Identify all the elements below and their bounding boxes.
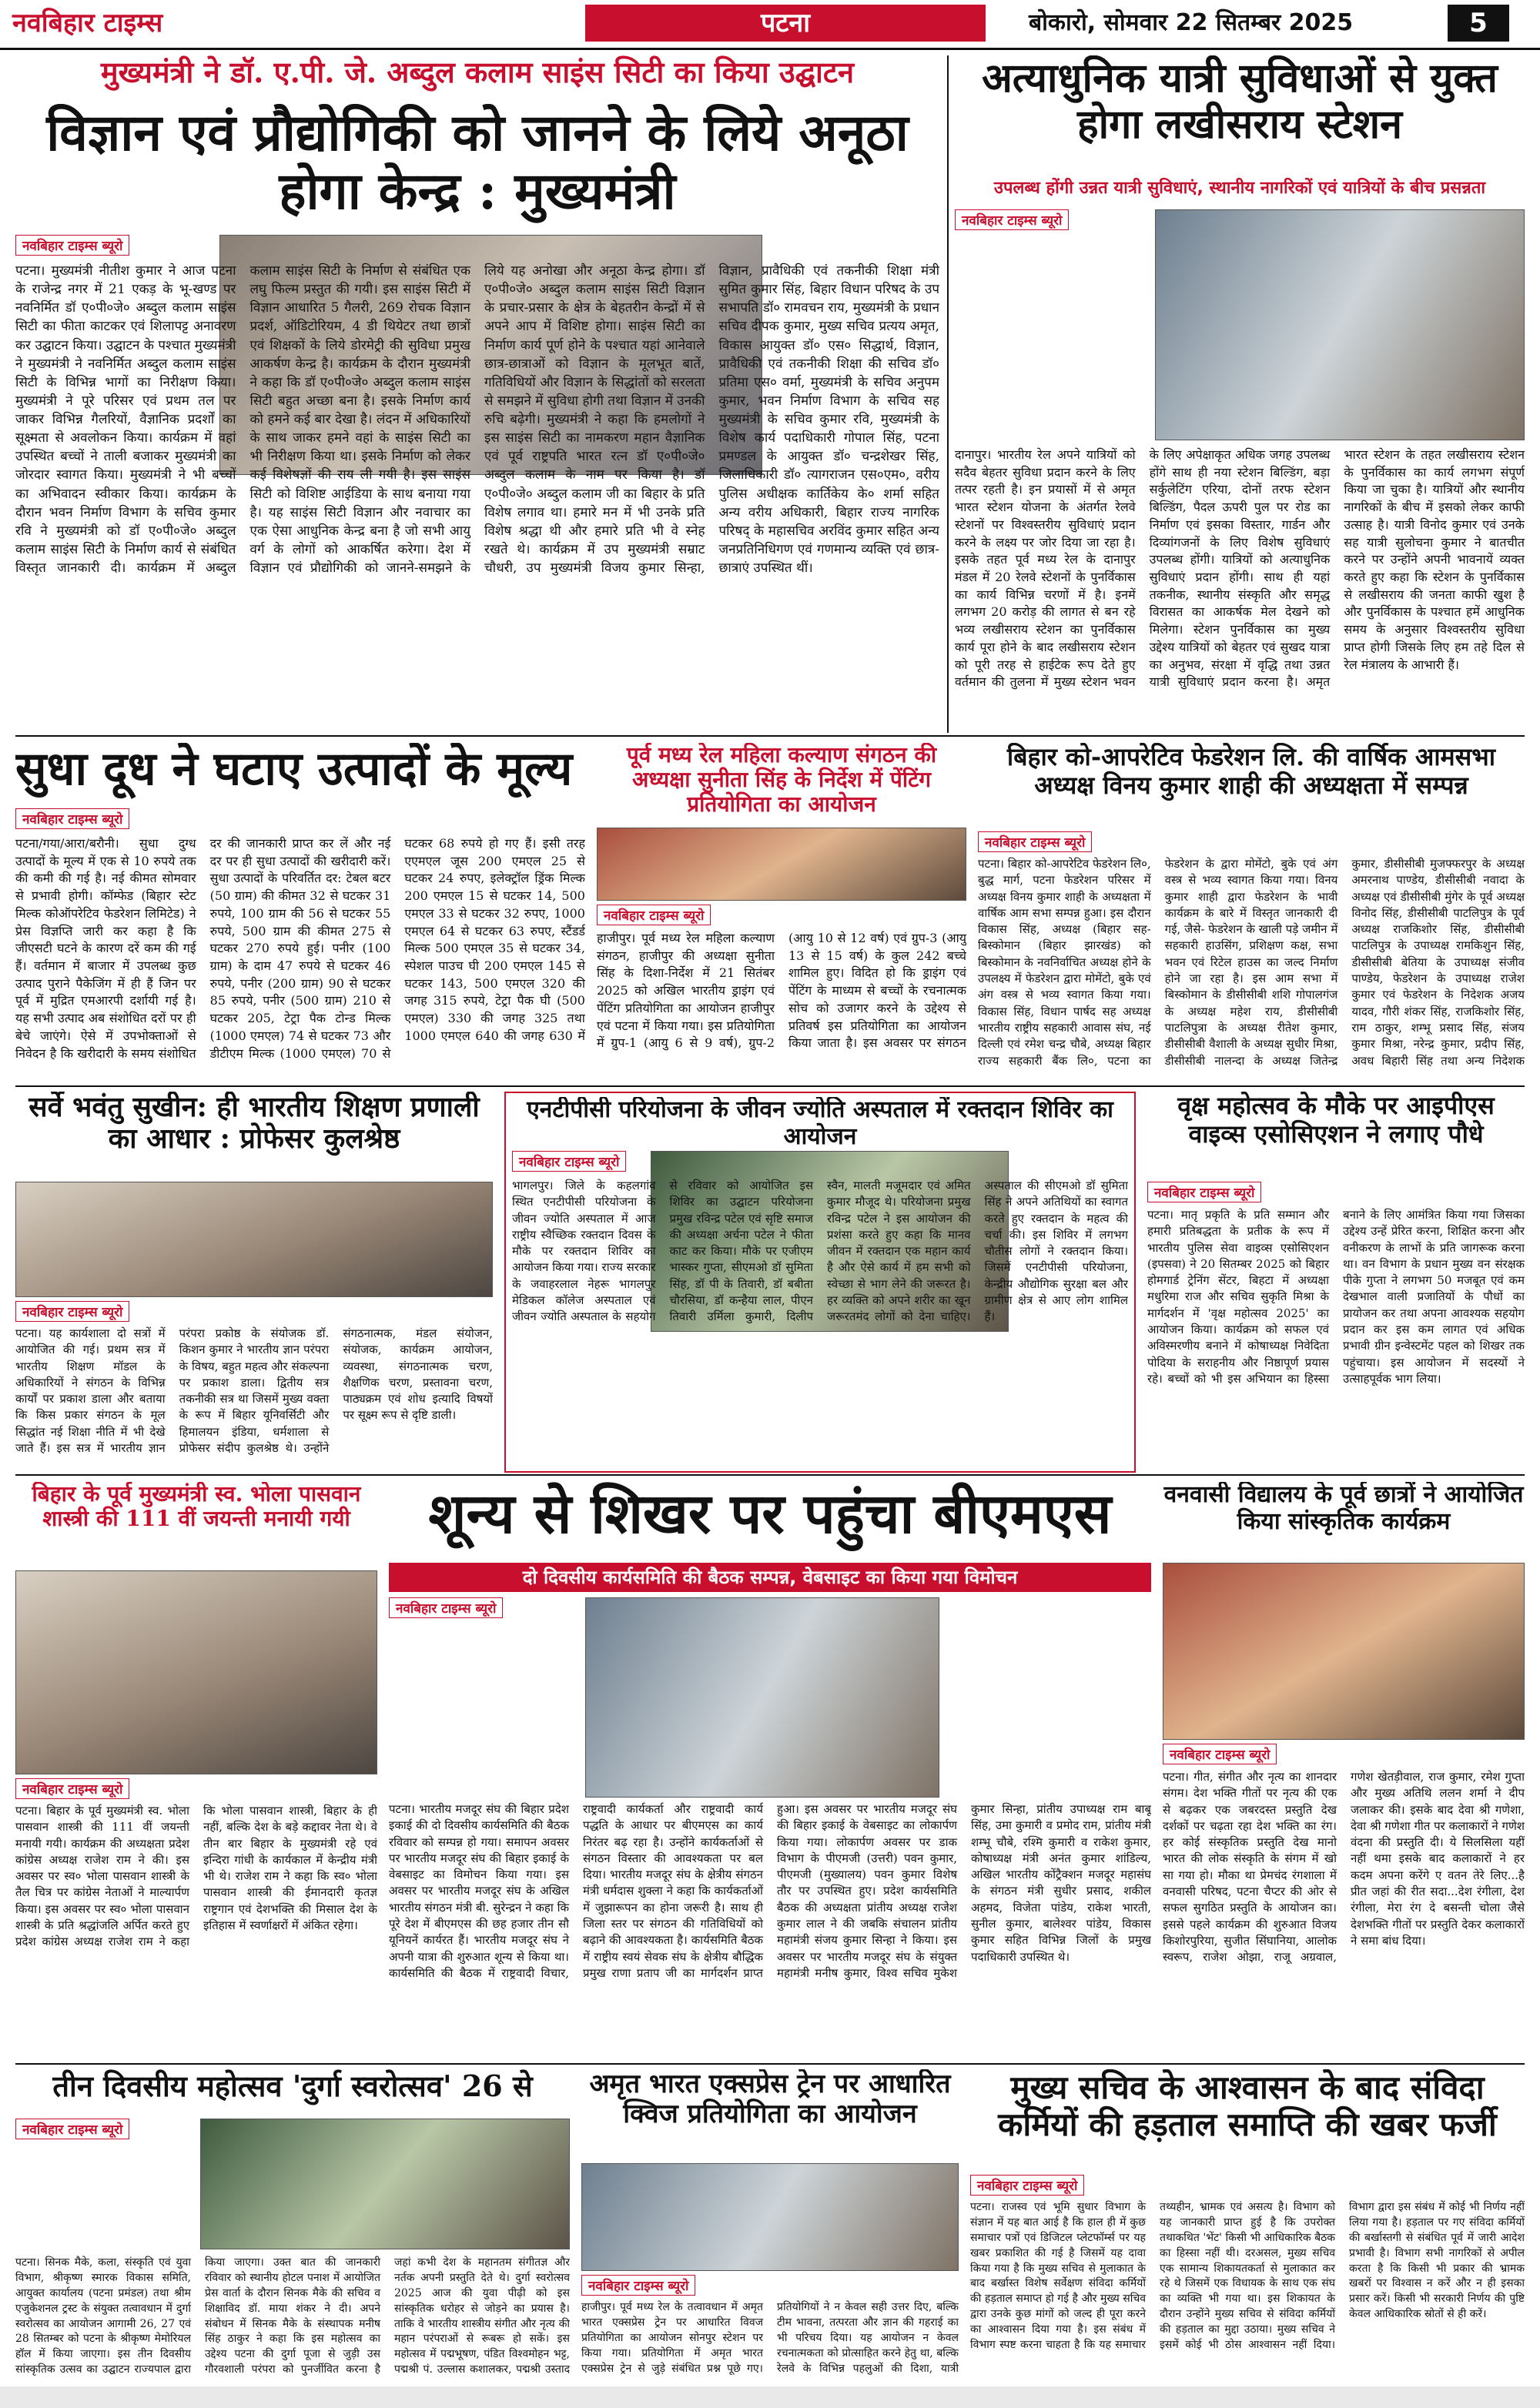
s3-headline: सुधा दूध ने घटाए उत्पादों के मूल्य [15,743,573,796]
s5-byline: नवबिहार टाइम्स ब्यूरो [978,831,1092,852]
s12-photo-press [200,2119,570,2249]
s3-body: पटना/गया/आरा/बरौनी। सुधा दुग्ध उत्पादों के मूल्य में एक से 10 रुपये तक की कमी की गई है। नई कीमत सोमवार से प्रभावी होगी। कॉम्फेड (बिहार स्टेट मिल्क कोऑपरेटिव फेडरेशन लिमिटेड) ने प्रेस विज्ञप्ति जारी कर कहा है कि जीएसटी घटने के कारण दरें कम की गई हैं। वर्तमान में बाजार में उपलब्ध कुछ उत्पाद पुराने पैकेजिंग में ही हैं जिन पर पूर्व में मुद्रित एमआरपी दर्शायी गई है। यह सभी उत्पाद अब संशोधित दरों पर ही बेचे जाएंगे। ऐसे में उपभोक्ताओं से निवेदन है कि खरीदारी के समय संशोधित दर की जानकारी प्राप्त कर लें और नई दर पर ही सुधा उत्पादों की खरीदारी करें। सुधा उत्पादों के परिवर्तित दर: टेबल बटर (50 ग्राम) की कीमत 32 से घटकर 31 रुपये, 100 ग्राम की 56 से घटकर 55 रुपये, 500 ग्राम की कीमत 275 से घटकर 270 रुपये हुई। पनीर (100 ग्राम) के दाम 47 रुपये से घटकर 46 रुपये, पनीर (200 ग्राम) 90 से घटकर 85 रुपये, पनीर (500 ग्राम) 210 से घटकर 205, टेट्रा पैक टोन्ड मिल्क (1000 एमएल) 74 से घटकर 73 और डीटीएम मिल्क (1000 एमएल) 70 से घटकर 68 रुपये हो गए हैं। इसी तरह एएमएल जूस 200 एमएल 25 से घटकर 24 रुपए, इलेक्ट्रॉल ड्रिंक मिल्क 200 एमएल 15 से घटकर 14, 500 एमएल 33 से घटकर 32 रुपए, 1000 एमएल 64 से घटकर 63 रुपए, स्टैंडर्ड मिल्क 500 एमएल 35 से घटकर 34, स्पेशल पाउच घी 200 एमएल 145 से घटकर 143, 500 एमएल 320 की जगह 315 रुपये, टेट्रा पैक घी (500 एमएल) 330 की जगह 325 तथा 1000 एमएल 640 की जगह 630 में [15,836,585,1061]
s14-body: पटना। राजस्व एवं भूमि सुधार विभाग के संज्ञान में यह बात आई है कि हाल ही में कुछ समाचार पत्रों एवं डिजिटल प्लेटफॉर्म्स पर यह खबर प्रकाशित की गई है जिसमें यह दावा किया गया है कि मुख्य सचिव से मुलाकात के बाद बर्खास्त विशेष सर्वेक्षण संविदा कर्मियों की हड़ताल समाप्त हो गई है और मुख्य सचिव द्वारा उनके कुछ मांगों को जल्द ही पूरा करने का आश्वासन दिया गया है। इस संबंध में विभाग स्पष्ट करना चाहता है कि यह समाचार तथ्यहीन, भ्रामक एवं असत्य है। विभाग को यह जानकारी प्राप्त हुई है कि उपरोक्त तथाकथित 'भेंट' किसी भी आधिकारिक बैठक का हिस्सा नहीं थी। दरअसल, मुख्य सचिव एक सामान्य शिकायतकर्ता से मुलाकात कर रहे थे जिसमें एक विधायक के साथ एक संघ का व्यक्ति भी गया था। इस शिकायत के दौरान उन्होंने मुख्य सचिव से संविदा कर्मियों की हड़ताल का मुद्दा उठाया। मुख्य सचिव ने इसमें कोई भी ठोस आश्वासन नहीं दिया। विभाग द्वारा इस संबंध में कोई भी निर्णय नहीं लिया गया है। हड़ताल पर गए संविदा कर्मियों की बर्खास्तगी से संबंधित पूर्व में जारी आदेश प्रभावी है। विभाग सभी नागरिकों से अपील करता है कि किसी भी प्रकार की भ्रामक खबरों पर विश्वास न करें और न ही इसका प्रसार करें। किसी भी सरकारी निर्णय की पुष्टि केवल आधिकारिक स्रोतों से ही करें। [970,2201,1525,2351]
s9-byline-wrap [15,1778,208,1803]
edition-label: पटना [585,5,986,42]
s8-byline: नवबिहार टाइम्स ब्यूरो [1147,1182,1261,1202]
s7-headline: एनटीपीसी परियोजना के जीवन ज्योति अस्पताल में रक्तदान शिविर का आयोजन [527,1097,1113,1147]
hrule-2 [15,1085,1525,1087]
s12-byline-wrap [15,2119,192,2143]
dateline: बोकारो, सोमवार 22 सितम्बर 2025 [1029,9,1354,36]
s8-body: पटना। मातृ प्रकृति के प्रति सम्मान और हमारी प्रतिबद्धता के प्रतीक के रूप में भारतीय पुलिस सेवा वाइव्स एसोसिएशन (इपसवा) ने 20 सितम्बर 2025 को बिहार होमगार्ड ट्रेनिंग सेंटर, बिहटा में अध्यक्षा मधुरिमा राज और सचिव सुकृति मिश्रा के मार्गदर्शन में 'वृक्ष महोत्सव 2025' का आयोजन किया। कार्यक्रम को सफल एवं अविस्मरणीय बनाने में कोषाध्यक्ष निवेदिता पोदिया के सराहनीय और निष्ठापूर्ण प्रयास रहे। बच्चों को भी इस अभियान का हिस्सा बनाने के लिए आमंत्रित किया गया जिसका उद्देश्य उन्हें प्रेरित करना, शिक्षित करना और वनीकरण के लाभों के प्रति जागरूक करना था। वन विभाग के प्रधान मुख्य वन संरक्षक पीके गुप्ता ने लगभग 50 मजबूत एवं कम देखभाल वाली प्रजातियों के पौधों का प्रायोजन कर तथा अपना आवश्यक सहयोग प्रदान कर इस कम लागत एवं अधिक प्रभावी ग्रीन इन्वेस्टमेंट पहल को शिखर तक पहुंचाया। इस आयोजन में सदस्यों ने उत्साहपूर्वक भाग लिया। [1147,1208,1525,1386]
s3-byline-wrap [15,808,208,833]
s10-subhead: दो दिवसीय कार्यसमिति की बैठक सम्पन्न, वेबसाइट का किया गया विमोचन [389,1563,1151,1592]
s6-photo-workshop [15,1182,493,1297]
s2-subhead: उपलब्ध होंगी उन्नत यात्री सुविधाएं, स्थानीय नागरिकों एवं यात्रियों के बीच प्रसन्नता [993,179,1486,198]
s6-byline: नवबिहार टाइम्स ब्यूरो [15,1301,129,1322]
s7-byline: नवबिहार टाइम्स ब्यूरो [512,1151,626,1172]
s6-body: पटना। यह कार्यशाला दो सत्रों में आयोजित की गई। प्रथम सत्र में भारतीय शिक्षण मॉडल के अधिकारियों ने संगठन के विभिन्न कार्यों पर प्रकाश डाला और बताया कि किस प्रकार संगठन के मूल सिद्धांत नई शिक्षा नीति में भी देखे जाते हैं। इस सत्र में भारतीय ज्ञान परंपरा प्रकोष्ठ के संयोजक डॉ. किशन कुमार ने भारतीय ज्ञान परंपरा के विषय, बहुत महत्व और संकल्पना पर प्रकाश डाला। द्वितीय सत्र तकनीकी सत्र था जिसमें मुख्य वक्ता के रूप में बिहार यूनिवर्सिटी और हिमालयन इंडिया, धर्मशाला से प्रोफेसर संदीप कुलश्रेष्ठ थे। उन्होंने संगठनात्मक, मंडल संयोजन, संयोजक, कार्यक्रम आयोजन, व्यवस्था, संगठनात्मक चरण, शैक्षणिक चरण, प्रस्तावना चरण, पाठ्यक्रम एवं शोध इत्यादि विषयों पर सूक्ष्म रूप से दृष्टि डाली। [15,1326,493,1456]
hrule-3 [15,1474,1525,1476]
s10-body: पटना। भारतीय मजदूर संघ की बिहार प्रदेश इकाई की दो दिवसीय कार्यसमिति की बैठक रविवार को सम्पन्न हो गया। समापन अवसर पर भारतीय मजदूर संघ की बिहार इकाई के वेबसाइट का विमोचन किया गया। इस अवसर पर भारतीय मजदूर संघ के अखिल भारतीय संगठन मंत्री बी. सुरेन्द्रन ने कहा कि पूरे देश में बीएमएस की छह हजार तीन सौ यूनियनें कार्यरत हैं। भारतीय मजदूर संघ ने अपनी यात्रा की शुरुआत शून्य से किया था। कार्यसमिति की बैठक में राष्ट्रवादी विचार, राष्ट्रवादी कार्यकर्ता और राष्ट्रवादी कार्य पद्धति के आधार पर बीएमएस का कार्य निरंतर बढ़ रहा है। उन्होंने कार्यकर्ताओं से संगठन विस्तार की आवश्यकता पर बल दिया। भारतीय मजदूर संघ के क्षेत्रीय संगठन मंत्री धर्मदास शुक्ला ने कहा कि कार्यकर्ताओं में जुझारूपन का होना जरूरी है। साथ ही जिला स्तर पर संगठन की गतिविधियों को बढ़ाने की आवश्यकता है। कार्यसमिति बैठक में राष्ट्रीय स्वयं सेवक संघ के क्षेत्रीय बौद्धिक प्रमुख राणा प्रताप जी का मार्गदर्शन प्राप्त हुआ। इस अवसर पर भारतीय मजदूर संघ की बिहार इकाई के वेबसाइट का लोकार्पण किया गया। लोकार्पण अवसर पर डाक विभाग के पीएमजी (उत्तरी) पवन कुमार, पीएमजी (मुख्यालय) पवन कुमार विशेष तौर पर उपस्थित हुए। प्रदेश कार्यसमिति बैठक की अध्यक्षता प्रांतीय अध्यक्ष राजेश कुमार लाल ने की जबकि संचालन प्रांतीय महामंत्री संजय कुमार सिन्हा ने किया। इस अवसर पर भारतीय मजदूर संघ के संयुक्त महामंत्री मनीष कुमार, विश्व सचिव मुकेश कुमार सिन्हा, प्रांतीय उपाध्यक्ष राम बाबू सिंह, उमा कुमारी व प्रमोद राम, प्रांतीय मंत्री शम्भू चौबे, रश्मि कुमारी व राकेश कुमार, कोषाध्यक्ष मंत्री अनंत कुमार शांडिल्य, अखिल भारतीय कोंट्रैक्शन मजदूर महासंघ के संगठन मंत्री सुधीर प्रसाद, शकील अहमद, विजेता पांडेय, राकेश भारती, सुनील कुमार, बालेश्वर पांडेय, विकास कुमार सहित विभिन्न जिलों के प्रमुख पदाधिकारी उपस्थित थे। [389,1802,1151,1980]
s2-body: दानापुर। भारतीय रेल अपने यात्रियों को सदैव बेहतर सुविधा प्रदान करने के लिए तत्पर रहती है। इन प्रयासों में से अमृत भारत स्टेशन योजना के अंतर्गत रेलवे स्टेशनों पर विश्वस्तरीय सुविधाएं प्रदान करने के लक्ष्य पर जोर दिया जा रहा है। इसके तहत पूर्व मध्य रेल के दानापुर मंडल में 20 रेलवे स्टेशनों के पुनर्विकास का कार्य विभिन्न चरणों में है। इनमें लगभग 20 करोड़ की लागत से बन रहे भव्य लखीसराय स्टेशन का पुनर्विकास कार्य पूरा होने के बाद लखीसराय स्टेशन को पूरी तरह से हाईटेक रूप देते हुए वर्तमान की तुलना में मुख्य स्टेशन भवन के लिए अपेक्षाकृत अधिक जगह उपलब्ध होंगे साथ ही नया स्टेशन बिल्डिंग, बड़ा सर्कुलेटिंग एरिया, दोनों तरफ स्टेशन बिल्डिंग, पैदल ऊपरी पुल पर रोड का निर्माण एवं इसका विस्तार, गार्डन और दिव्यांगजनों के लिए विशेष सुविधाएं उपलब्ध होंगी। यात्रियों को अत्याधुनिक सुविधाएं प्रदान होंगी। साथ ही यहां तकनीक, स्थानीय संस्कृति और समृद्ध विरासत का आकर्षक मेल देखने को मिलेगा। स्टेशन पुनर्विकास का मुख्य उद्देश्य यात्रियों को बेहतर एवं सुखद यात्रा का अनुभव, संरक्षा में वृद्धि तथा उन्नत यात्री सुविधाएं प्रदान करना है। अमृत भारत स्टेशन के तहत लखीसराय स्टेशन के पुनर्विकास का कार्य लगभग संपूर्ण किया जा चुका है। यात्रियों और स्थानीय नागरिकों के बीच में इसको लेकर काफी उत्साह है। यात्री विनोद कुमार एवं उनके सह यात्री सुलोचना कुमार ने बातचीत करने पर उन्होंने अपनी भावनायें व्यक्त करते हुए कहा कि स्टेशन के पुनर्विकास से लखीसराय की जनता काफी खुश है और पुनर्विकास के पश्चात हमें आधुनिक समय के अनुसार विश्वस्तरीय सुविधा प्राप्त होगी जिसके लिए हम तहे दिल से रेल मंत्रालय के आभारी हैं। [955,447,1525,690]
s4-byline-wrap [597,905,789,929]
s11-byline: नवबिहार टाइम्स ब्यूरो [1163,1744,1277,1764]
s4-photo-painting [597,828,966,901]
s13-photo-quiz [581,2163,959,2271]
s2-byline-wrap [955,209,1147,240]
s8-headline: वृक्ष महोत्सव के मौके पर आइपीएस वाइव्स एसोसिएशन ने लगाए पौधे [1177,1092,1495,1149]
s6-byline-wrap [15,1301,208,1326]
s14-byline: नवबिहार टाइम्स ब्यूरो [970,2175,1084,2196]
s11-photo-cultural [1163,1563,1525,1740]
page-number: 5 [1448,5,1509,42]
paper-name: नवबिहार टाइम्स [12,8,163,38]
s13-byline-wrap [581,2275,774,2299]
s12-byline: नवबिहार टाइम्स ब्यूरो [15,2119,129,2139]
s10-byline-wrap [389,1597,581,1622]
s4-byline: नवबिहार टाइम्स ब्यूरो [597,905,711,925]
s6-headline: सर्वे भवंतु सुखीन: ही भारतीय शिक्षण प्रणाली का आधार : प्रोफेसर कुलश्रेष्ठ [28,1092,480,1156]
hrule-1 [15,735,1525,737]
s5-body: पटना। बिहार को-आपरेटिव फेडरेशन लि०, बुद्ध मार्ग, पटना फेडरेशन परिसर में अध्यक्ष विनय कुमार शाही के अध्यक्षता में वार्षिक आम सभा सम्पन्न हुआ। इस दौरान विकास सिंह, अध्यक्ष (बिहार सह- बिस्कोमान (बिहार झारखंड) को बिस्कोमान के नवनिर्वाचित अध्यक्ष होने के उपलक्ष्य में फेडरेशन द्वारा मोमेंटो, बुके एवं अंग वस्त्र से भव्य स्वागत किया गया। विकास सिंह, विधान पार्षद सह अध्यक्ष भारतीय राष्ट्रीय सहकारी आवास संघ, नई दिल्ली एवं रमेश चन्द्र चौबे, अध्यक्ष बिहार राज्य सहकारी बैंक लि०, पटना का फेडरेशन के द्वारा मोमेंटो, बुके एवं अंग वस्त्र से भव्य स्वागत किया गया। विनय कुमार शाही द्वारा फेडरेशन के भावी कार्यक्रम के बारे में विस्तृत जानकारी दी गई, जैसे- फेडरेशन के खाली पड़े जमीन में सहकारी हाउसिंग, प्रशिक्षण कक्ष, सभा भवन एवं रिटेल हाउस का जल्द निर्माण होने जा रहा है। इस आम सभा में बिस्कोमान के डीसीसीबी शशि गोपालगंज के अध्यक्ष महेश राय, डीसीसीबी पाटलिपुत्रा के अध्यक्ष रीतेश कुमार, डीसीसीबी वैशाली के अध्यक्ष सुधीर मिश्रा, डीसीसीबी नालन्दा के अध्यक्ष जितेन्द्र कुमार, डीसीसीबी मुजफ्फरपुर के अध्यक्ष अमरनाथ पाण्डेय, डीसीसीबी नवादा के अध्यक्ष एवं डीसीसीबी मुंगेर के पूर्व अध्यक्ष विनोद सिंह, डीसीसीबी पाटलिपुत्र के पूर्व अध्यक्ष राजकिशोर सिंह, डीसीसीबी पाटलिपुत्र के उपाध्यक्ष रामकिशुन सिंह, डीसीसीबी बेतिया के उपाध्यक्ष संजीव पाण्डेय, फेडरेशन के उपाध्यक्ष राजेश कुमार एवं फेडरेशन के निदेशक अजय यादव, गौरी शंकर सिंह, राजकिशोर सिंह, राम ठाकुर, शम्भू प्रसाद सिंह, संजय कुमार मिश्रा, नरेन्द्र कुमार, प्रदीप सिंह, अवध बिहारी सिंह तथा अन्य निदेशक [978,857,1525,1068]
s4-body: हाजीपुर। पूर्व मध्य रेल महिला कल्याण संगठन, हाजीपुर की अध्यक्षा सुनीता सिंह के दिशा-निर्देश में 21 सितंबर 2025 को अखिल भारतीय ड्राइंग एवं पेंटिंग प्रतियोगिता का आयोजन हाजीपुर एवं पटना में किया गया। इस प्रतियोगिता में ग्रुप-1 (आयु 6 से 9 वर्ष), ग्रुप-2 (आयु 10 से 12 वर्ष) एवं ग्रुप-3 (आयु 13 से 15 वर्ष) के कुल 242 बच्चे शामिल हुए। विदित हो कि ड्राइंग एवं पेंटिंग के माध्यम से बच्चों के रचनात्मक सोच को उजागर करने के उद्देश्य से प्रतिवर्ष इस प्रतियोगिता का आयोजन किया जाता है। इस अवसर पर संगठन [597,931,966,1051]
s10-byline: नवबिहार टाइम्स ब्यूरो [389,1597,503,1618]
s11-body: पटना। गीत, संगीत और नृत्य का शानदार संगम। देश भक्ति गीतों पर नृत्य की एक से बढ़कर एक जबरदस्त प्रस्तुति देख दर्शकों पर चढ़ता रहा देश भक्ति का रंग। हर कोई संस्कृतिक प्रस्तुति देख मानो भारत की लोक संस्कृति के संगम में खो सा गया हो। मौका था प्रेमचंद रंगशाला में वनवासी परिषद, पटना चैप्टर की ओर से सफल सुगठित प्रस्तुति के आयोजन का। इससे पहले कार्यक्रम की शुरुआत विजय किशोरपुरिया, सुजीत सिंघानिया, आलोक स्वरूप, राजेश ओझा, राजू अग्रवाल, गणेश खेतड़ीवाल, राज कुमार, रमेश गुप्ता और मुख्य अतिथि ललन शर्मा ने दीप जलाकर की। इसके बाद देवा श्री गणेशा, देवा श्री गणेशा गीत पर कलाकारों ने गणेश वंदना की प्रस्तुति दी। ये सिलसिला यहीं नहीं थमा इसके बाद कलाकारों ने हर कदम अपना करेंगे ए वतन तेरे लिए...है प्रीत जहां की रीत सदा...देश रंगीला, देश रंगीला, मेरा रंग दे बसन्ती चोला जैसे देशभक्ति गीतों पर प्रस्तुति देकर कलाकारों ने समा बांध दिया। [1163,1770,1525,1965]
s7-byline-wrap [512,1151,643,1176]
s14-headline: मुख्य सचिव के आश्वासन के बाद संविदा कर्मियों की हड़ताल समाप्ति की खबर फर्जी [998,2069,1497,2144]
s13-headline: अमृत भारत एक्सप्रेस ट्रेन पर आधारित क्विज प्रतियोगिता का आयोजन [589,2069,951,2130]
hrule-4 [15,2063,1525,2065]
footer-strip [0,2386,1540,2408]
vrule-1 [947,55,949,733]
s2-headline: अत्याधुनिक यात्री सुविधाओं से युक्त होगा लखीसराय स्टेशन [982,55,1498,148]
s5-byline-wrap [978,831,1170,856]
s12-body: पटना। सिनक मैके, कला, संस्कृति एवं युवा विभाग, श्रीकृष्ण स्मारक विकास समिति, आयुक्त कार्यालय (पटना प्रमंडल) तथा श्रीम एजुकेशनल ट्रस्ट के संयुक्त तत्वावधान में दुर्गा स्वरोत्सव का आयोजन आगामी 26, 27 एवं 28 सितम्बर को पटना के श्रीकृष्ण मेमोरियल हॉल में किया जाएगा। इस तीन दिवसीय सांस्कृतिक उत्सव का उद्घाटन राज्यपाल द्वारा किया जाएगा। उक्त बात की जानकारी रविवार को स्थानीय होटल पनाश में आयोजित प्रेस वार्ता के दौरान सिनक मैके की सचिव व शिक्षाविद डॉ. माया शंकर ने दी। अपने संबोधन में सिनक मैके के संस्थापक मनीष सिंह ठाकुर ने कहा कि इस महोत्सव का उद्देश्य पटना की दुर्गा पूजा से जुड़ी उस गौरवशाली परंपरा को पुनर्जीवित करना है जहां कभी देश के महानतम संगीतज्ञ और नर्तक अपनी प्रस्तुति देते थे। दुर्गा स्वरोत्सव 2025 आज की युवा पीढ़ी को इस सांस्कृतिक धरोहर से जोड़ने का प्रयास है। ताकि वे भारतीय शास्त्रीय संगीत और नृत्य की महान परंपराओं से रूबरू हो सकें। इस महोत्सव में पद्मभूषण, पंडित विश्वमोहन भट्ट, पद्मश्री पं. उल्लास कशालकर, पद्मश्री उस्ताद [15,2256,570,2376]
s13-body: हाजीपुर। पूर्व मध्य रेल के तत्वावधान में अमृत भारत एक्सप्रेस ट्रेन पर आधारित विवज प्रतियोगिता का आयोजन सोनपुर स्टेशन पर किया गया। प्रतियोगिता में अमृत भारत एक्सप्रेस ट्रेन से जुड़े संबंधित प्रश्न पूछे गए। प्रतियोगियों ने न केवल सही उत्तर दिए, बल्कि टीम भावना, तत्परता और ज्ञान की गहराई का भी परिचय दिया। यह आयोजन न केवल रचनात्मकता को प्रोत्साहित करने हेतु था, बल्कि रेलवे के विभिन्न पहलुओं की दिशा, यात्री [581,2301,959,2375]
masthead [0,0,1540,48]
s1-body: पटना। मुख्यमंत्री नीतीश कुमार ने आज पटना के राजेन्द्र नगर में 21 एकड़ के भू-खण्ड पर नवनिर्मित डॉ ए०पी०जे० अब्दुल कलाम साइंस सिटी का फीता काटकर एवं शिलापट्ट अनावरण कर उद्घाटन किया। उद्घाटन के पश्चात मुख्यमंत्री ने मुख्यमंत्री ने नवनिर्मित अब्दुल कलाम साइंस सिटी के विभिन्न भागों का निरीक्षण किया। मुख्यमंत्री ने पूरे परिसर एवं प्रथम तल पर जाकर विभिन्न गैलरियों, वैज्ञानिक प्रदर्शों का सूक्ष्मता से अवलोकन किया। कार्यक्रम में वहां उपस्थित बच्चों ने ताली बजाकर मुख्यमंत्री का जोरदार स्वागत किया। मुख्यमंत्री ने भी बच्चों का अभिवादन स्वीकार किया। कार्यक्रम के दौरान भवन निर्माण विभाग के सचिव कुमार रवि ने मुख्यमंत्री को डॉ ए०पी०जे० अब्दुल कलाम साइंस सिटी के निर्माण कार्य से संबंधित विस्तृत जानकारी दी। कार्यक्रम में अब्दुल कलाम साइंस सिटी के निर्माण से संबंधित एक लघु फिल्म प्रस्तुत की गयी। इस साइंस सिटी में विज्ञान आधारित 5 गैलरी, 269 रोचक विज्ञान प्रदर्श, ऑडिटोरियम, 4 डी थियेटर तथा छात्रों एवं शिक्षकों के लिये डोरमेट्री की सुविधा प्रमुख आकर्षण केन्द्र है। कार्यक्रम के दौरान मुख्यमंत्री ने कहा कि डॉ ए०पी०जे० अब्दुल कलाम साइंस सिटी बहुत अच्छा बना है। इसके निर्माण कार्य को हमने कई बार देखा है। लंदन में अधिकारियों के साथ जाकर हमने वहां के साइंस सिटी का भी निरीक्षण किया था। इसके निर्माण को लेकर कई विशेषज्ञों की राय ली गयी है। इस साइंस सिटी को विशिष्ट आईडिया के साथ बनाया गया है। यह साइंस सिटी विज्ञान और नवाचार का एक ऐसा आधुनिक केन्द्र बना है जो सभी आयु वर्ग के लोगों को आकर्षित करेगा। देश में विज्ञान एवं प्रौद्योगिकी को जानने-समझने के लिये यह अनोखा और अनूठा केन्द्र होगा। डॉ ए०पी०जे० अब्दुल कलाम साइंस सिटी विज्ञान के प्रचार-प्रसार के क्षेत्र के बेहतरीन केन्द्रों में से अपने आप में विशिष्ट होगा। साइंस सिटी का निर्माण कार्य पूर्ण होने के पश्चात यहां आनेवाले छात्र-छात्राओं को विज्ञान के मूलभूत बातें, गतिविधियों और विज्ञान के सिद्धांतों को सरलता से समझने में सुविधा होगी तथा विज्ञान में उनकी रुचि बढ़ेगी। मुख्यमंत्री ने कहा कि हमलोगों ने इस साइंस सिटी का नामकरण महान वैज्ञानिक एवं पूर्व राष्ट्रपति भारत रत्न डॉ ए०पी०जे० अब्दुल कलाम के नाम पर किया है। डॉ ए०पी०जे० अब्दुल कलाम जी का बिहार के प्रति विशेष लगाव था। हमारे मन में भी उनके प्रति विशेष श्रद्धा थी और हमारे प्रति भी वे स्नेह रखते थे। कार्यक्रम में उप मुख्यमंत्री सम्राट चौधरी, उप मुख्यमंत्री विजय कुमार सिन्हा, विज्ञान, प्रावैधिकी एवं तकनीकी शिक्षा मंत्री सुमित कुमार सिंह, बिहार विधान परिषद के उप सभापति डॉ० रामवचन राय, मुख्यमंत्री के प्रधान सचिव दीपक कुमार, मुख्य सचिव प्रत्यय अमृत, विकास आयुक्त डॉ० एस० सिद्धार्थ, विज्ञान, प्रावैधिकी एवं तकनीकी शिक्षा की सचिव डॉ० प्रतिमा एस० वर्मा, मुख्यमंत्री के सचिव अनुपम कुमार, भवन निर्माण विभाग के सचिव सह मुख्यमंत्री के सचिव कुमार रवि, मुख्यमंत्री के विशेष कार्य पदाधिकारी गोपाल सिंह, पटना प्रमण्डल के आयुक्त डॉ० चन्द्रशेखर सिंह, जिलाधिकारी डॉ० त्यागराजन एस०एम०, वरीय पुलिस अधीक्षक कार्तिकेय के० शर्मा सहित अन्य वरीय अधिकारी, बिहार राज्य नागरिक परिषद् के महासचिव अरविंद कुमार सहित अन्य जनप्रतिनिधिगण एवं गणमान्य व्यक्ति एवं छात्र-छात्राएं उपस्थित थीं। [15,263,939,576]
s14-byline-wrap [970,2175,1163,2199]
s11-byline-wrap [1163,1744,1355,1768]
s9-byline: नवबिहार टाइम्स ब्यूरो [15,1778,129,1799]
s2-byline: नवबिहार टाइम्स ब्यूरो [955,209,1069,230]
s1-headline: विज्ञान एवं प्रौद्योगिकी को जानने के लिये अनूठा होगा केन्द्र : मुख्यमंत्री [46,104,909,221]
s7-body: भागलपुर। जिले के कहलगांव स्थित एनटीपीसी परियोजना के जीवन ज्योति अस्पताल में आज राष्ट्रीय स्वैच्छिक रक्तदान दिवस के मौके पर रक्तदान शिविर का आयोजन किया गया। राज्य सरकार के जवाहरलाल नेहरू भागलपुर मेडिकल कॉलेज अस्पताल एवं जीवन ज्योति अस्पताल के सहयोग से रविवार को आयोजित इस शिविर का उद्घाटन परियोजना प्रमुख रविन्द्र पटेल एवं सृष्टि समाज की अध्यक्षा अर्चना पटेल ने फीता काट कर किया। मौके पर एजीएम भास्कर गुप्ता, सीएमओ डॉ सुमिता सिंह, डॉ पी के तिवारी, डॉ बबीता चौरसिया, डॉ कन्हैया लाल, पीएन तिवारी उर्मिला कुमारी, दिलीप स्वैन, मालती मजूमदार एवं अमित कुमार मौजूद थे। परियोजना प्रमुख रविन्द्र पटेल ने इस आयोजन की प्रशंसा करते हुए कहा कि मानव जीवन में रक्तदान एक महान कार्य है और ऐसे कार्य में हम सभी को स्वेच्छा से भाग लेने की जरूरत है। हर व्यक्ति को अपने शरीर का खून जरूरतमंद लोगों को देना चाहिए। अस्पताल की सीएमओ डॉ सुमिता सिंह ने अपने अतिथियों का स्वागत करते हुए रक्तदान के महत्व की चर्चा की। इस शिविर में लगभग चौतीस लोगों ने रक्तदान किया। जिसमें एनटीपीसी परियोजना, केन्द्रीय औद्योगिक सुरक्षा बल और ग्रामीण क्षेत्र से आए लोग शामिल हैं। [512,1179,1128,1324]
s4-headline: पूर्व मध्य रेल महिला कल्याण संगठन की अध्यक्षा सुनीता सिंह के निर्देश में पेंटिंग प्रतियोगिता का आयोजन [626,743,937,818]
s5-headline: बिहार को-आपरेटिव फेडरेशन लि. की वार्षिक आमसभा अध्यक्ष विनय कुमार शाही की अध्यक्षता में सम्पन्न [1006,743,1496,800]
s3-byline: नवबिहार टाइम्स ब्यूरो [15,808,129,829]
s10-headline: शून्य से शिखर पर पहुंचा बीएमएस [428,1482,1112,1546]
s9-body: पटना। बिहार के पूर्व मुख्यमंत्री स्व. भोला पासवान शास्त्री की 111 वीं जयन्ती मनायी गयी। कार्यक्रम की अध्यक्षता प्रदेश कांग्रेस अध्यक्ष राजेश राम ने की। इस अवसर पर स्व० भोला पासवान शास्त्री के तैल चित्र पर कांग्रेस नेताओं ने माल्यार्पण किया। इस अवसर पर स्व० भोला पासवान शास्त्री के प्रति श्रद्धांजलि अर्पित करते हुए प्रदेश कांग्रेस अध्यक्ष राजेश राम ने कहा कि भोला पासवान शास्त्री, बिहार के ही नहीं, बल्कि देश के बड़े कद्दावर नेता थे। वे तीन बार बिहार के मुख्यमंत्री रहे एवं इन्दिरा गांधी के कार्यकाल में केन्द्रीय मंत्री भी थे। राजेश राम ने कहा कि स्व० भोला पासवान शास्त्री की ईमानदारी कृतज्ञ राष्ट्रगान एवं देशभक्ति की मिसाल देश के इतिहास में स्वर्णाक्षरों में अंकित रहेगा। [15,1804,377,1949]
s8-byline-wrap [1147,1182,1340,1206]
s10-photo-bms [585,1597,939,1798]
s9-photo-tribute [15,1570,377,1774]
s9-headline: बिहार के पूर्व मुख्यमंत्री स्व. भोला पासवान शास्त्री की 111 वीं जयन्ती मनायी गयी [32,1482,361,1532]
s1-kicker: मुख्यमंत्री ने डॉ. ए.पी. जे. अब्दुल कलाम साइंस सिटी का किया उद्घाटन [100,55,855,89]
s13-byline: नवबिहार टाइम्स ब्यूरो [581,2275,695,2296]
s12-headline: तीन दिवसीय महोत्सव 'दुर्गा स्वरोत्सव' 26 से [52,2069,533,2103]
top-rule [0,48,1540,50]
s2-photo-station [1155,209,1525,440]
s1-byline: नवबिहार टाइम्स ब्यूरो [15,235,129,256]
s11-headline: वनवासी विद्यालय के पूर्व छात्रों ने आयोजित किया सांस्कृतिक कार्यक्रम [1163,1482,1524,1535]
